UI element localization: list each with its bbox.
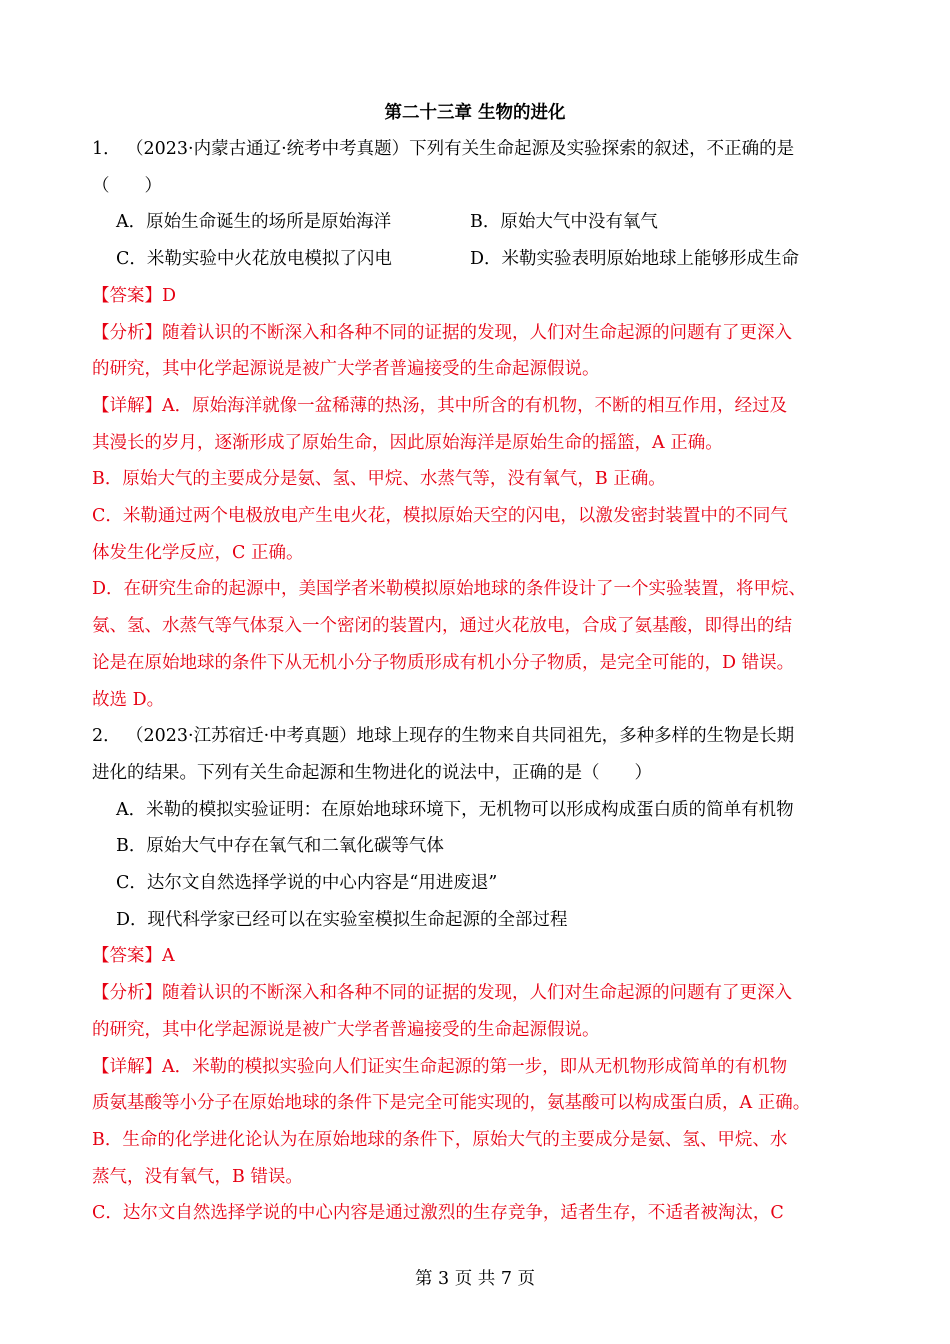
q2-option-a: A．米勒的模拟实验证明：在原始地球环境下，无机物可以形成构成蛋白质的简单有机物 <box>116 799 794 820</box>
q1-option-d: D．米勒实验表明原始地球上能够形成生命 <box>470 249 800 270</box>
q2-detail-line-1: 【详解】A．米勒的模拟实验向人们证实生命起源的第一步，即从无机物形成简单的有机物 <box>92 1056 788 1077</box>
q2-analysis-line-1: 【分析】随着认识的不断深入和各种不同的证据的发现，人们对生命起源的问题有了更深入 <box>92 983 792 1004</box>
page-footer: 第 3 页 共 7 页 <box>414 1269 536 1289</box>
q1-analysis-line-2: 的研究，其中化学起源说是被广大学者普遍接受的生命起源假说。 <box>92 359 600 380</box>
q1-detail-line-3: B．原始大气的主要成分是氨、氢、甲烷、水蒸气等，没有氧气，B 正确。 <box>92 469 666 490</box>
q2-detail-line-5: C．达尔文自然选择学说的中心内容是通过激烈的生存竞争，适者生存，不适者被淘汰，C <box>92 1203 784 1224</box>
q1-detail-line-9: 故选 D。 <box>92 689 165 710</box>
chapter-title: 第二十三章 生物的进化 <box>384 103 566 123</box>
q1-option-c: C．米勒实验中火花放电模拟了闪电 <box>116 249 392 270</box>
q2-detail-line-2: 质氨基酸等小分子在原始地球的条件下是完全可能实现的，氨基酸可以构成蛋白质，A 正确。 <box>92 1093 811 1114</box>
q1-stem-text-1: （2023·内蒙古通辽·统考中考真题）下列有关生命起源及实验探索的叙述，不正确的是 <box>126 139 795 159</box>
q1-number: 1． <box>92 139 121 159</box>
q2-option-b: B．原始大气中存在氧气和二氧化碳等气体 <box>116 836 444 857</box>
document-body <box>92 131 862 1232</box>
q1-detail-line-5: 体发生化学反应，C 正确。 <box>92 542 304 563</box>
q1-detail-line-6: D．在研究生命的起源中，美国学者米勒模拟原始地球的条件设计了一个实验装置，将甲烷、 <box>92 579 807 600</box>
q1-detail-line-2: 其漫长的岁月，逐渐形成了原始生命，因此原始海洋是原始生命的摇篮，A 正确。 <box>92 432 723 453</box>
q1-options-row-2 <box>92 241 862 278</box>
q2-detail-line-4: 蒸气，没有氧气，B 错误。 <box>92 1166 303 1187</box>
q1-detail-line-1: 【详解】A．原始海洋就像一盆稀薄的热汤，其中所含的有机物，不断的相互作用，经过及 <box>92 395 788 416</box>
q2-option-d: D．现代科学家已经可以在实验室模拟生命起源的全部过程 <box>116 909 568 930</box>
q1-stem-line-2: （ ） <box>92 175 162 196</box>
q2-stem-text-1: （2023·江苏宿迁·中考真题）地球上现存的生物来自共同祖先，多种多样的生物是长期 <box>126 726 795 747</box>
q2-stem-line-1 <box>92 718 862 755</box>
q1-answer: 【答案】D <box>92 285 177 306</box>
q2-stem-line-2: 进化的结果。下列有关生命起源和生物进化的说法中，正确的是（ ） <box>92 762 652 783</box>
q2-detail-line-3: B．生命的化学进化论认为在原始地球的条件下，原始大气的主要成分是氨、氢、甲烷、水 <box>92 1129 788 1150</box>
q1-detail-line-4: C．米勒通过两个电极放电产生电火花，模拟原始天空的闪电，以激发密封装置中的不同气 <box>92 506 788 527</box>
q1-detail-line-8: 论是在原始地球的条件下从无机小分子物质形成有机小分子物质，是完全可能的，D 错误。 <box>92 652 795 673</box>
q2-answer: 【答案】A <box>92 946 175 967</box>
q1-detail-line-7: 氨、氢、水蒸气等气体泵入一个密闭的装置内，通过火花放电，合成了氨基酸，即得出的结 <box>92 616 792 637</box>
q2-analysis-line-2: 的研究，其中化学起源说是被广大学者普遍接受的生命起源假说。 <box>92 1019 600 1040</box>
q2-option-c: C．达尔文自然选择学说的中心内容是“用进废退” <box>116 873 498 894</box>
q1-option-b: B．原始大气中没有氧气 <box>470 212 658 233</box>
q1-stem-line-1 <box>92 131 862 168</box>
q1-options-row-1 <box>92 204 862 241</box>
q1-analysis-line-1: 【分析】随着认识的不断深入和各种不同的证据的发现，人们对生命起源的问题有了更深入 <box>92 322 792 343</box>
q1-option-a: A．原始生命诞生的场所是原始海洋 <box>116 212 392 233</box>
q2-number: 2． <box>92 726 121 747</box>
